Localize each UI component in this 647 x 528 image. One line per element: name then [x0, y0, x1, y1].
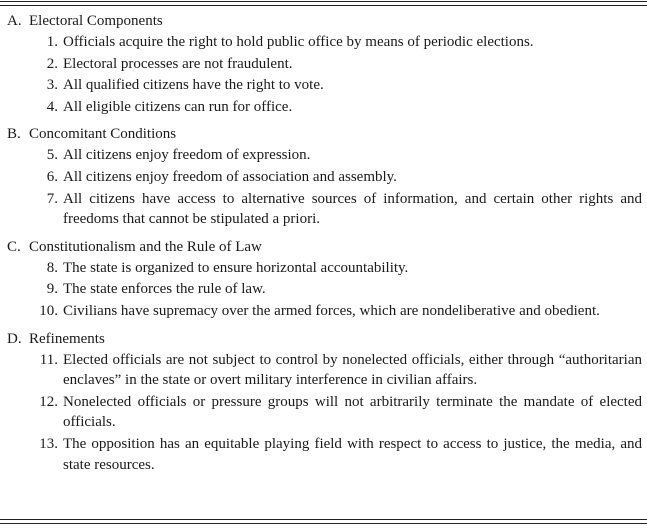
item-text: Elected officials are not subject to control by nonelected officials, either through “authoritarian enclaves” in the state or overt military interference in civilian affairs. [63, 351, 642, 389]
item-number: 9. [46, 281, 58, 298]
section [0, 237, 647, 322]
list-item [0, 54, 647, 75]
item-text: The opposition has an equitable playing field with respect to access to justice, the media, and state resources. [63, 435, 642, 473]
section-heading [0, 329, 647, 350]
item-number: 12. [39, 393, 58, 410]
section-title: Refinements [29, 330, 105, 347]
item-list [0, 350, 647, 476]
bottom-rule-1 [0, 519, 647, 520]
list-item [0, 32, 647, 53]
item-number: 5. [46, 147, 58, 164]
section [0, 11, 647, 117]
item-number: 4. [46, 98, 58, 115]
section-letter: B. [7, 126, 21, 143]
item-number: 13. [39, 435, 58, 452]
list-item [0, 350, 647, 391]
section-heading [0, 11, 647, 32]
section-heading [0, 237, 647, 258]
list-item [0, 279, 647, 300]
top-rule-2 [0, 5, 647, 6]
item-text: Officials acquire the right to hold public office by means of periodic elections. [63, 34, 534, 50]
item-text: Nonelected officials or pressure groups will not arbitrarily terminate the mandate of elected officials. [63, 393, 642, 431]
section-letter: A. [7, 13, 22, 29]
item-text: The state is organized to ensure horizontal accountability. [63, 259, 409, 276]
item-list [0, 32, 647, 117]
list-item [0, 301, 647, 322]
item-text: Civilians have supremacy over the armed forces, which are nondeliberative and obedient. [63, 302, 600, 319]
section-title: Concomitant Conditions [29, 126, 177, 143]
item-number: 7. [46, 190, 58, 207]
item-number: 8. [46, 259, 58, 276]
item-number: 2. [46, 55, 58, 72]
top-rule-1 [0, 1, 647, 2]
list-item [0, 167, 647, 188]
item-text: All citizens enjoy freedom of expression. [63, 147, 311, 164]
section-title: Electoral Components [29, 13, 163, 29]
section [0, 124, 647, 229]
table-content [0, 11, 647, 482]
item-text: All qualified citizens have the right to vote. [63, 77, 324, 94]
bottom-rule-2 [0, 523, 647, 524]
list-item [0, 97, 647, 118]
list-item [0, 75, 647, 96]
list-item [0, 145, 647, 166]
item-number: 6. [46, 168, 58, 185]
list-item [0, 392, 647, 433]
item-text: All citizens have access to alternative sources of information, and certain other rights and freedoms that cannot be stipulated a priori. [63, 190, 642, 228]
section-letter: C. [7, 238, 21, 255]
item-number: 11. [39, 351, 58, 368]
list-item [0, 434, 647, 475]
item-number: 1. [46, 34, 58, 50]
item-number: 10. [39, 302, 58, 319]
section-title: Constitutionalism and the Rule of Law [29, 238, 262, 255]
item-text: Electoral processes are not fraudulent. [63, 55, 293, 72]
item-number: 3. [46, 77, 58, 94]
item-text: All eligible citizens can run for office. [63, 98, 293, 115]
item-text: The state enforces the rule of law. [63, 281, 266, 298]
list-item [0, 189, 647, 230]
section [0, 329, 647, 476]
item-list [0, 145, 647, 229]
item-text: All citizens enjoy freedom of association and assembly. [63, 168, 397, 185]
item-list [0, 258, 647, 322]
section-letter: D. [7, 330, 22, 347]
list-item [0, 258, 647, 279]
section-heading [0, 124, 647, 145]
